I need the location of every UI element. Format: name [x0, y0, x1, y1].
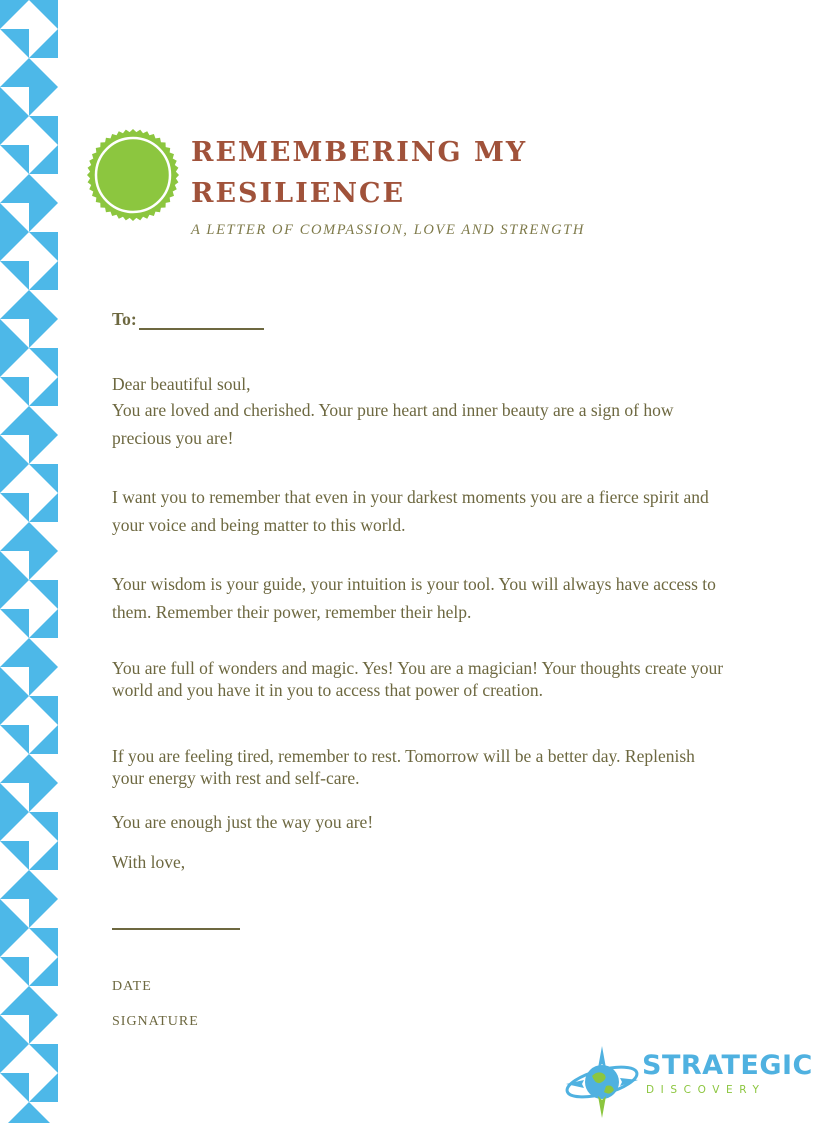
strategic-discovery-logo — [562, 1042, 813, 1122]
paragraph-loved: You are loved and cherished. Your pure heart and inner beauty are a sign of how precious you are! — [112, 400, 674, 448]
paragraph-magic: You are full of wonders and magic. Yes! You are a magician! Your thoughts create your world and you have it in you to access that power of creation. — [112, 658, 724, 700]
recipient-line — [112, 309, 264, 330]
paragraph-darkest: I want you to remember that even in your darkest moments you are a fierce spirit and your voice and being matter to this world. — [112, 487, 709, 535]
title-line-1: REMEMBERING MY — [191, 137, 528, 168]
scalloped-circle-icon — [86, 128, 180, 222]
subtitle: A LETTER OF COMPASSION, LOVE AND STRENGTH — [191, 222, 585, 238]
to-label: To: — [112, 309, 137, 329]
date-label: DATE — [112, 979, 152, 994]
paragraph-enough: You are enough just the way you are! — [112, 812, 374, 832]
signature-label: SIGNATURE — [112, 1014, 199, 1029]
globe-compass-icon — [562, 1044, 642, 1120]
border-triangle-pattern — [0, 0, 58, 1123]
recipient-blank-line — [139, 310, 264, 330]
title-line-2: RESILIENCE — [191, 178, 406, 209]
paragraph-wisdom: Your wisdom is your guide, your intuition is your tool. You will always have access to them. Remember their power, remember their help. — [112, 574, 716, 622]
paragraph-rest: If you are feeling tired, remember to rest. Tomorrow will be a better day. Replenish your energy with rest and self-care. — [112, 746, 695, 788]
greeting: Dear beautiful soul, — [112, 374, 251, 394]
logo-wordmark-strategic: STRATEGIC — [642, 1050, 813, 1081]
signature-blank-line — [112, 928, 240, 930]
logo-wordmark-discovery: DISCOVERY — [646, 1084, 766, 1096]
closing: With love, — [112, 852, 186, 872]
